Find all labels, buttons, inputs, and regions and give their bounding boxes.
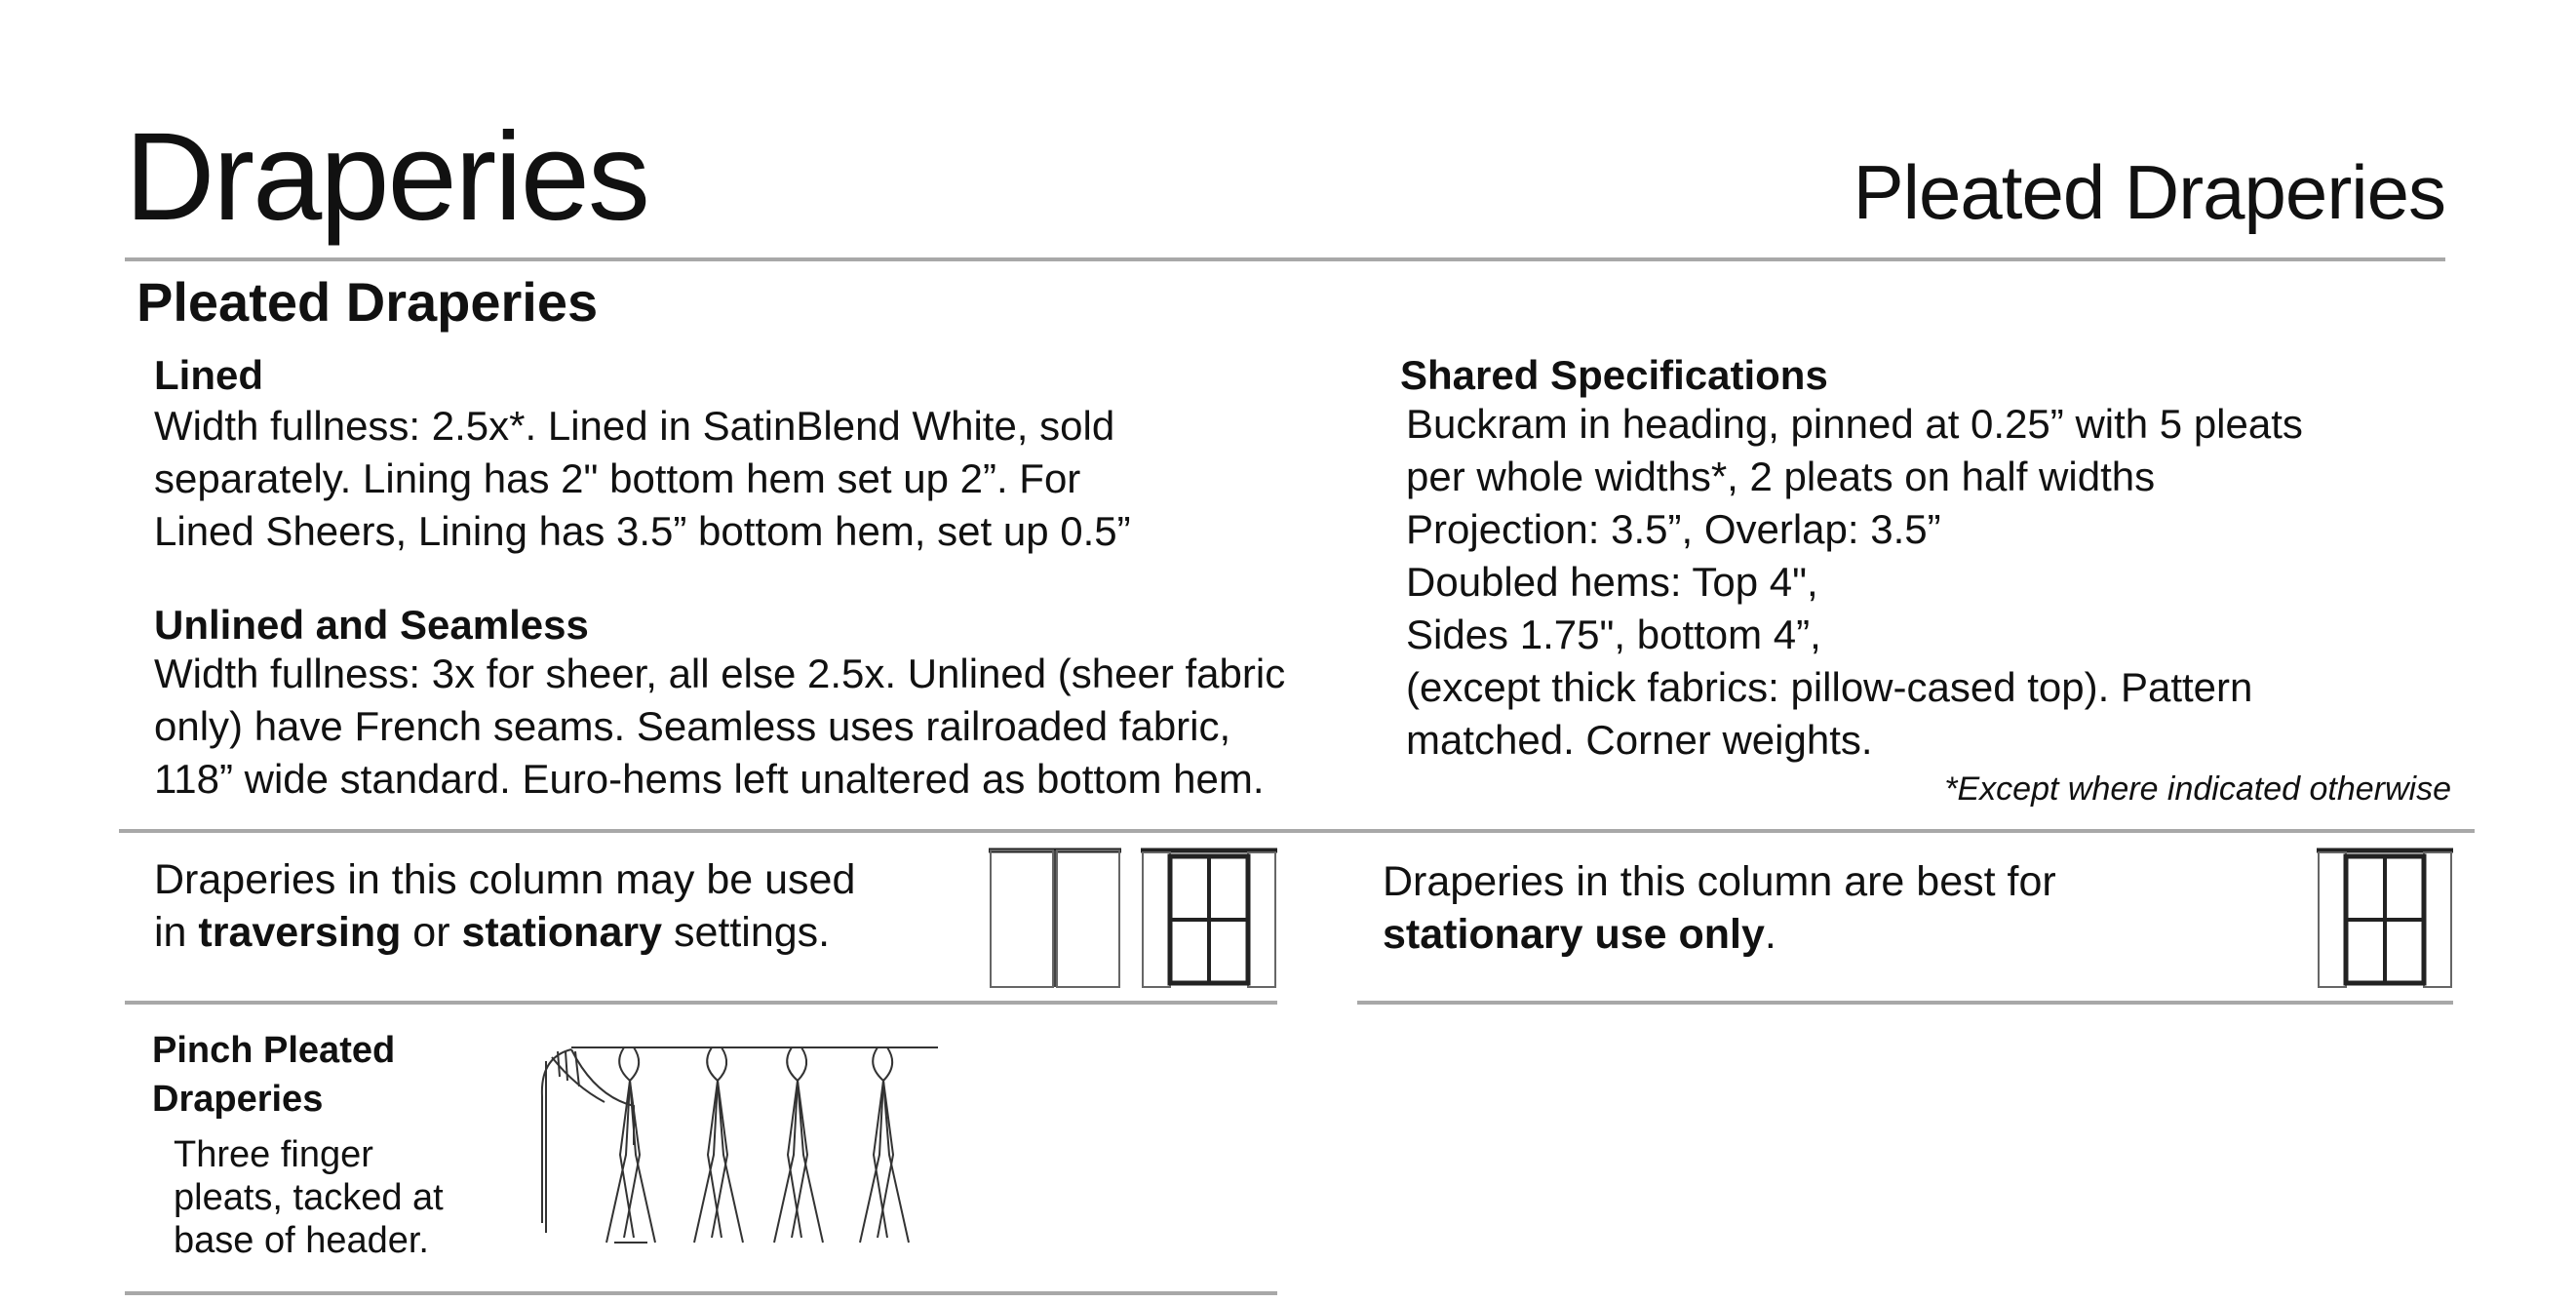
pinch-pleated-title — [152, 1026, 395, 1124]
shared-line: (except thick fabrics: pillow-cased top). Pattern — [1406, 664, 2253, 710]
pinch-pleated-description — [174, 1133, 444, 1262]
text-fragment: . — [1764, 911, 1776, 958]
unlined-line: 118” wide standard. Euro-hems left unaltered as bottom hem. — [154, 756, 1265, 802]
text-fragment: or — [401, 909, 462, 956]
left-column-intro — [154, 853, 855, 959]
lined-heading: Lined — [154, 352, 263, 398]
pleat — [860, 1047, 909, 1243]
shared-text — [1406, 398, 2303, 767]
open-curtain-window-icon — [2315, 845, 2455, 991]
shared-heading: Shared Specifications — [1400, 352, 1828, 398]
text-fragment: settings. — [662, 909, 831, 956]
pleat — [774, 1047, 823, 1243]
shared-line: per whole widths*, 2 pleats on half widths — [1406, 454, 2156, 499]
unlined-text — [154, 648, 1285, 806]
open-curtain-window-icon — [1139, 845, 1279, 991]
footnote: *Except where indicated otherwise — [1944, 770, 2451, 808]
header-divider — [125, 257, 2445, 261]
left-column-line1: Draperies in this column may be used — [154, 856, 856, 903]
page-subtitle: Pleated Draperies — [1853, 149, 2445, 235]
page-title: Draperies — [125, 107, 648, 247]
pinch-title-line: Pinch Pleated — [152, 1030, 396, 1071]
pinch-pleat-illustration — [536, 1038, 946, 1252]
text-fragment: in — [154, 909, 199, 956]
right-column-line1: Draperies in this column are best for — [1383, 858, 2056, 905]
left-intro-divider — [125, 1001, 1277, 1005]
columns-divider-right — [1357, 829, 2475, 833]
lined-text — [154, 400, 1131, 558]
traversing-label: traversing — [198, 909, 402, 956]
unlined-heading: Unlined and Seamless — [154, 602, 589, 648]
columns-divider-left — [119, 829, 1357, 833]
right-column-intro — [1383, 855, 2056, 961]
left-column-line2 — [154, 906, 855, 959]
shared-line: Projection: 3.5”, Overlap: 3.5” — [1406, 506, 1941, 552]
lined-line: Width fullness: 2.5x*. Lined in SatinBlend White, sold — [154, 403, 1115, 449]
stationary-label: stationary — [461, 909, 663, 956]
curtain-window-icon — [987, 845, 1123, 991]
lined-line: Lined Sheers, Lining has 3.5” bottom hem, set up 0.5” — [154, 508, 1131, 554]
shared-line: matched. Corner weights. — [1406, 717, 1873, 763]
pleat — [606, 1047, 655, 1243]
pinch-desc-line: Three finger — [174, 1134, 373, 1175]
section-heading: Pleated Draperies — [137, 271, 599, 333]
pinch-desc-line: pleats, tacked at — [174, 1177, 444, 1218]
right-column-line2 — [1383, 908, 2056, 961]
pinch-title-line: Draperies — [152, 1079, 324, 1120]
pinch-bottom-divider — [125, 1291, 1277, 1295]
shared-line: Sides 1.75", bottom 4”, — [1406, 612, 1821, 657]
shared-line: Buckram in heading, pinned at 0.25” with 5 pleats — [1406, 401, 2303, 447]
lined-line: separately. Lining has 2" bottom hem set up 2”. For — [154, 455, 1081, 501]
pleat — [694, 1047, 743, 1243]
stationary-only-label: stationary use only — [1383, 911, 1765, 958]
unlined-line: only) have French seams. Seamless uses railroaded fabric, — [154, 703, 1231, 749]
pinch-desc-line: base of header. — [174, 1220, 429, 1261]
right-intro-divider — [1357, 1001, 2453, 1005]
shared-line: Doubled hems: Top 4", — [1406, 559, 1818, 605]
unlined-line: Width fullness: 3x for sheer, all else 2.5x. Unlined (sheer fabric — [154, 651, 1286, 696]
